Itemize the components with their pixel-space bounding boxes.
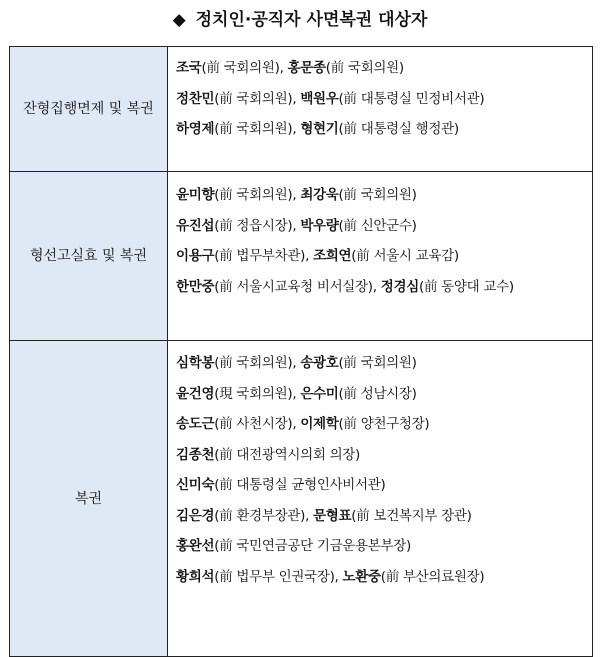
person-name: 조희연 [313,248,352,264]
separator: , [292,187,301,203]
person-name: 문형표 [313,507,352,524]
name-line [176,180,592,211]
person-name: 송광호 [300,355,339,371]
category-cell: 형선고실효 및 복권 [10,172,168,341]
person-name: 한만중 [176,278,215,295]
person-position: (前 국민연금공단 기금운용본부장) [214,538,411,554]
diamond-bullet-icon: ◆ [172,10,186,30]
table-row [10,47,593,172]
person-name: 노환중 [342,568,381,585]
title-text: 정치인·공직자 사면복권 대상자 [195,10,428,30]
pardon-roster-table [9,46,593,657]
table-row [10,172,593,341]
person-position: (前 서울시교육청 비서실장) [214,278,373,295]
person-name: 이제학 [300,416,339,432]
separator: , [279,60,288,76]
name-line [176,84,592,115]
name-line [176,440,592,471]
names-cell [168,172,593,341]
person-name: 형현기 [300,121,339,137]
person-position: (前 국회의원) [201,60,280,76]
person-position: (現 국회의원) [214,385,293,402]
person-position: (前 대통령실 균형인사비서관) [214,477,386,493]
person-name: 윤미향 [176,187,215,203]
name-line [176,562,592,593]
person-position: (前 대통령실 행정관) [338,121,459,137]
person-position: (前 동양대 교수) [418,278,514,295]
name-line [176,272,592,303]
name-line [176,470,592,501]
separator: , [305,248,314,264]
person-position: (前 국회의원) [214,121,293,137]
person-name: 은수미 [300,385,339,402]
person-position: (前 서울시 교육감) [351,248,459,264]
person-position: (前 보건복지부 장관) [351,507,472,524]
separator: , [372,278,381,295]
person-position: (前 양천구청장) [338,416,430,432]
person-name: 김종천 [176,446,215,463]
name-line [176,241,592,272]
name-line [176,348,592,379]
name-line [176,531,592,562]
person-position: (前 법무부 인권국장) [214,568,335,585]
person-name: 황희석 [176,568,215,585]
separator: , [305,507,314,524]
name-line [176,501,592,532]
separator: , [292,416,301,432]
person-name: 김은경 [176,507,215,524]
document-title [0,8,600,32]
person-position: (前 국회의원) [214,355,293,371]
person-name: 송도근 [176,416,215,432]
name-line [176,53,592,84]
separator: , [292,217,301,234]
person-name: 유진섭 [176,217,215,234]
person-position: (前 부산의료원장) [380,568,485,585]
separator: , [292,121,301,137]
person-position: (前 신안군수) [338,217,417,234]
person-position: (前 국회의원) [325,60,404,76]
person-name: 박우량 [300,217,339,234]
person-name: 윤건영 [176,385,215,402]
separator: , [292,355,301,371]
person-name: 홍완선 [176,538,215,554]
category-cell: 잔형집행면제 및 복권 [10,47,168,172]
separator: , [292,90,301,107]
person-name: 신미숙 [176,477,215,493]
person-name: 정찬민 [176,90,215,107]
person-name: 백원우 [300,90,339,107]
person-position: (前 국회의원) [338,355,417,371]
name-line [176,114,592,145]
person-position: (前 대통령실 민정비서관) [338,90,485,107]
person-name: 심학봉 [176,355,215,371]
name-line [176,379,592,410]
person-position: (前 사천시장) [214,416,293,432]
separator: , [292,385,301,402]
person-position: (前 법무부차관) [214,248,306,264]
roster-body [10,47,593,657]
person-position: (前 국회의원) [214,187,293,203]
name-line [176,409,592,440]
person-name: 이용구 [176,248,215,264]
person-position: (前 국회의원) [214,90,293,107]
name-line [176,211,592,242]
names-cell [168,341,593,657]
person-name: 홍문종 [287,60,326,76]
person-position: (前 성남시장) [338,385,417,402]
separator: , [334,568,343,585]
person-position: (前 국회의원) [338,187,417,203]
person-position: (前 환경부장관) [214,507,306,524]
person-position: (前 대전광역시의회 의장) [214,446,361,463]
person-name: 최강욱 [300,187,339,203]
category-cell: 복권 [10,341,168,657]
person-name: 정경심 [380,278,419,295]
names-cell [168,47,593,172]
person-name: 조국 [176,60,202,76]
person-position: (前 정읍시장) [214,217,293,234]
table-row [10,341,593,657]
person-name: 하영제 [176,121,215,137]
